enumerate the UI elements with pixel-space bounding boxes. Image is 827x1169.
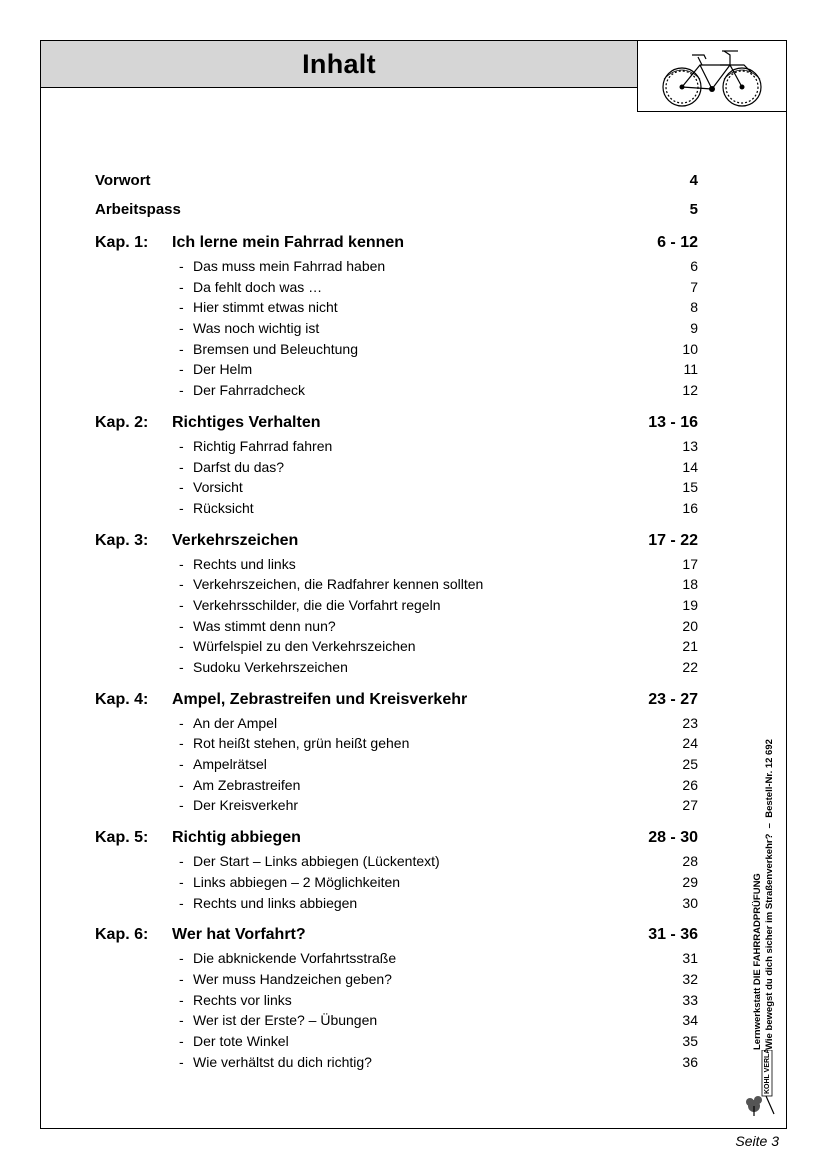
toc-entry-label: Arbeitspass: [95, 201, 181, 218]
toc-subentry[interactable]: [95, 279, 698, 300]
bullet-dash: -: [179, 1012, 184, 1029]
toc-subentry-label: Der Helm: [193, 361, 253, 378]
toc-subentry[interactable]: [95, 735, 698, 756]
bullet-dash: -: [179, 714, 184, 731]
toc-subentry[interactable]: [95, 459, 698, 480]
bullet-dash: -: [179, 735, 184, 752]
toc-subentry[interactable]: [95, 1054, 698, 1075]
bullet-dash: -: [179, 458, 184, 475]
toc-subentry[interactable]: [95, 638, 698, 659]
toc-subentry[interactable]: [95, 556, 698, 577]
bullet-dash: -: [179, 756, 184, 773]
toc-subentry-label: Das muss mein Fahrrad haben: [193, 258, 386, 274]
chapter-number: Kap. 6:: [95, 926, 149, 944]
chapter-section: [95, 234, 698, 403]
toc-subentry[interactable]: [95, 715, 698, 736]
table-of-contents: [95, 172, 698, 1074]
toc-subentry[interactable]: [95, 299, 698, 320]
toc-subentry-page: 12: [682, 382, 698, 399]
toc-subentry-label: Am Zebrastreifen: [193, 776, 301, 793]
toc-subentry[interactable]: [95, 438, 698, 459]
toc-subentry-label: Wer muss Handzeichen geben?: [193, 970, 392, 987]
toc-subentry-label: Rechts vor links: [193, 991, 292, 1008]
toc-subentry[interactable]: [95, 500, 698, 521]
bullet-dash: -: [179, 894, 184, 911]
toc-subentry-page: 23: [682, 714, 698, 731]
toc-subentry-page: 24: [682, 735, 698, 752]
toc-subentry-page: 10: [682, 340, 698, 357]
toc-subentry[interactable]: [95, 659, 698, 680]
toc-subentry-page: 33: [682, 991, 698, 1008]
toc-subentry-page: 35: [682, 1032, 698, 1049]
toc-subentry-page: 27: [682, 797, 698, 814]
order-number: Bestell-Nr. 12 692: [764, 739, 775, 818]
toc-subentry-page: 36: [682, 1053, 698, 1070]
toc-subentry[interactable]: [95, 950, 698, 971]
chapter-section: [95, 532, 698, 680]
chapter-title: Ampel, Zebrastreifen und Kreisverkehr: [172, 690, 468, 708]
chapter-title: Richtig abbiegen: [172, 829, 301, 847]
toc-subentry-page: 19: [682, 596, 698, 613]
toc-subentry[interactable]: [95, 1012, 698, 1033]
toc-entry-page: 5: [689, 201, 698, 218]
chapter-heading[interactable]: [95, 234, 698, 258]
toc-subentry-page: 30: [682, 894, 698, 911]
bullet-dash: -: [179, 638, 184, 655]
chapter-heading[interactable]: [95, 829, 698, 853]
toc-subentry-label: Richtig Fahrrad fahren: [193, 437, 333, 454]
toc-subentry-label: Der Fahrradcheck: [193, 382, 306, 399]
toc-subentry-label: Der tote Winkel: [193, 1032, 289, 1049]
toc-entry-page: 4: [689, 172, 698, 189]
toc-subentry[interactable]: [95, 895, 698, 916]
page-title: Inhalt: [302, 48, 376, 79]
toc-entry-label: Vorwort: [95, 172, 151, 189]
page-number: Seite 3: [735, 1133, 779, 1149]
toc-subentry-label: Der Start – Links abbiegen (Lückentext): [193, 853, 440, 870]
toc-subentry[interactable]: [95, 258, 698, 279]
toc-subentry[interactable]: [95, 341, 698, 362]
chapter-number: Kap. 3:: [95, 531, 149, 549]
chapter-section: [95, 691, 698, 818]
toc-subentry-page: 32: [682, 970, 698, 987]
chapter-pages: 28 - 30: [648, 829, 698, 847]
tree-logo-icon: [744, 1050, 780, 1120]
toc-subentry-page: 6: [690, 258, 698, 274]
toc-subentry-label: Bremsen und Beleuchtung: [193, 340, 358, 357]
toc-subentry[interactable]: [95, 797, 698, 818]
chapter-list: [95, 234, 698, 1074]
series-info-vertical: Lernwerkstatt DIE FAHRRADPRÜFUNG Wie bewegst du dich sicher im Straßenverkehr? – Bestell-Nr. 12 692: [752, 739, 775, 1050]
toc-subentry-page: 13: [682, 437, 698, 454]
toc-subentry-page: 31: [682, 950, 698, 967]
bullet-dash: -: [179, 970, 184, 987]
toc-subentry-label: Was stimmt denn nun?: [193, 617, 336, 634]
publisher-name: KOHL VERLAG: [764, 1050, 771, 1094]
toc-subentry[interactable]: [95, 971, 698, 992]
bullet-dash: -: [179, 499, 184, 516]
chapter-pages: 13 - 16: [648, 413, 698, 431]
chapter-section: [95, 926, 698, 1074]
chapter-heading[interactable]: [95, 691, 698, 715]
toc-subentry-label: Rot heißt stehen, grün heißt gehen: [193, 735, 410, 752]
toc-subentry-label: Rechts und links abbiegen: [193, 894, 358, 911]
toc-subentry-page: 26: [682, 776, 698, 793]
toc-subentry-page: 22: [682, 659, 698, 675]
toc-subentry-label: Verkehrszeichen, die Radfahrer kennen sollten: [193, 576, 484, 593]
toc-subentry-label: An der Ampel: [193, 714, 278, 731]
chapter-title: Ich lerne mein Fahrrad kennen: [172, 234, 405, 251]
toc-subentry-label: Ampelrätsel: [193, 756, 267, 773]
toc-subentry-page: 17: [682, 555, 698, 572]
toc-subentry[interactable]: [95, 1033, 698, 1054]
bullet-dash: -: [179, 873, 184, 890]
toc-subentry[interactable]: [95, 777, 698, 798]
chapter-pages: 23 - 27: [648, 690, 698, 708]
chapter-heading[interactable]: [95, 926, 698, 950]
chapter-section: [95, 829, 698, 915]
series-subtitle: Wie bewegst du dich sicher im Straßenverkehr?: [764, 833, 775, 1050]
series-title: Lernwerkstatt DIE FAHRRADPRÜFUNG: [752, 873, 763, 1050]
toc-subentry-label: Wer ist der Erste? – Übungen: [193, 1012, 378, 1029]
toc-subentry-label: Was noch wichtig ist: [193, 320, 320, 337]
toc-subentry-label: Rücksicht: [193, 499, 254, 516]
toc-subentry-label: Da fehlt doch was …: [193, 278, 323, 295]
toc-subentry[interactable]: [95, 361, 698, 382]
toc-subentry-label: Vorsicht: [193, 479, 243, 496]
bicycle-icon: [660, 43, 764, 111]
bullet-dash: -: [179, 1032, 184, 1049]
toc-subentry[interactable]: [95, 756, 698, 777]
bullet-dash: -: [179, 991, 184, 1008]
bullet-dash: -: [179, 320, 184, 337]
bullet-dash: -: [179, 479, 184, 496]
toc-entry-foreword[interactable]: [95, 172, 698, 194]
bullet-dash: -: [179, 853, 184, 870]
bullet-dash: -: [179, 555, 184, 572]
bullet-dash: -: [179, 340, 184, 357]
toc-entry-work-pass[interactable]: [95, 201, 698, 223]
toc-subentry-page: 21: [682, 638, 698, 655]
bullet-dash: -: [179, 361, 184, 378]
bullet-dash: -: [179, 1053, 184, 1070]
toc-subentry-page: 7: [690, 278, 698, 295]
toc-subentry[interactable]: [95, 576, 698, 597]
chapter-title: Verkehrszeichen: [172, 531, 299, 549]
bullet-dash: -: [179, 278, 184, 295]
toc-subentry-label: Sudoku Verkehrszeichen: [193, 659, 348, 675]
toc-subentry-label: Hier stimmt etwas nicht: [193, 299, 338, 316]
chapter-heading[interactable]: [95, 532, 698, 556]
bicycle-illustration-box: [637, 40, 787, 112]
chapter-title: Wer hat Vorfahrt?: [172, 926, 306, 944]
toc-subentry-page: 29: [682, 873, 698, 890]
toc-subentry-label: Rechts und links: [193, 555, 296, 572]
chapter-pages: 6 - 12: [657, 234, 698, 251]
toc-subentry-page: 11: [683, 361, 698, 378]
chapter-number: Kap. 1:: [95, 234, 149, 251]
toc-subentry-page: 9: [690, 320, 698, 337]
toc-subentry-label: Darfst du das?: [193, 458, 285, 475]
toc-subentry-page: 8: [690, 299, 698, 316]
bullet-dash: -: [179, 437, 184, 454]
chapter-pages: 17 - 22: [648, 531, 698, 549]
toc-subentry-page: 25: [682, 756, 698, 773]
toc-subentry-page: 34: [682, 1012, 698, 1029]
toc-subentry-label: Würfelspiel zu den Verkehrszeichen: [193, 638, 416, 655]
bullet-dash: -: [179, 258, 184, 274]
toc-subentry[interactable]: [95, 597, 698, 618]
bullet-dash: -: [179, 596, 184, 613]
toc-subentry[interactable]: [95, 992, 698, 1013]
toc-subentry-label: Links abbiegen – 2 Möglichkeiten: [193, 873, 401, 890]
toc-subentry-label: Die abknickende Vorfahrtsstraße: [193, 950, 397, 967]
toc-subentry-label: Wie verhältst du dich richtig?: [193, 1053, 372, 1070]
toc-subentry-page: 20: [682, 617, 698, 634]
toc-subentry-page: 16: [682, 499, 698, 516]
chapter-pages: 31 - 36: [648, 926, 698, 944]
toc-subentry-page: 28: [682, 853, 698, 870]
bullet-dash: -: [179, 797, 184, 814]
chapter-number: Kap. 2:: [95, 413, 149, 431]
title-bar: [40, 40, 638, 88]
chapter-title: Richtiges Verhalten: [172, 413, 321, 431]
bullet-dash: -: [179, 659, 184, 675]
bullet-dash: -: [179, 617, 184, 634]
chapter-heading[interactable]: [95, 414, 698, 438]
toc-subentry-page: 14: [682, 458, 698, 475]
bullet-dash: -: [179, 950, 184, 967]
chapter-number: Kap. 5:: [95, 829, 149, 847]
publisher-logo: [744, 1050, 780, 1120]
toc-subentry[interactable]: [95, 320, 698, 341]
toc-subentry-page: 18: [682, 576, 698, 593]
bullet-dash: -: [179, 576, 184, 593]
chapter-number: Kap. 4:: [95, 690, 149, 708]
toc-subentry[interactable]: [95, 874, 698, 895]
bullet-dash: -: [179, 299, 184, 316]
toc-subentry[interactable]: [95, 479, 698, 500]
chapter-section: [95, 414, 698, 521]
bullet-dash: -: [179, 776, 184, 793]
toc-subentry[interactable]: [95, 618, 698, 639]
toc-subentry-page: 15: [682, 479, 698, 496]
toc-subentry-label: Verkehrsschilder, die die Vorfahrt regeln: [193, 596, 441, 613]
toc-subentry-label: Der Kreisverkehr: [193, 797, 299, 814]
toc-subentry[interactable]: [95, 853, 698, 874]
bullet-dash: -: [179, 382, 184, 399]
toc-subentry[interactable]: [95, 382, 698, 403]
